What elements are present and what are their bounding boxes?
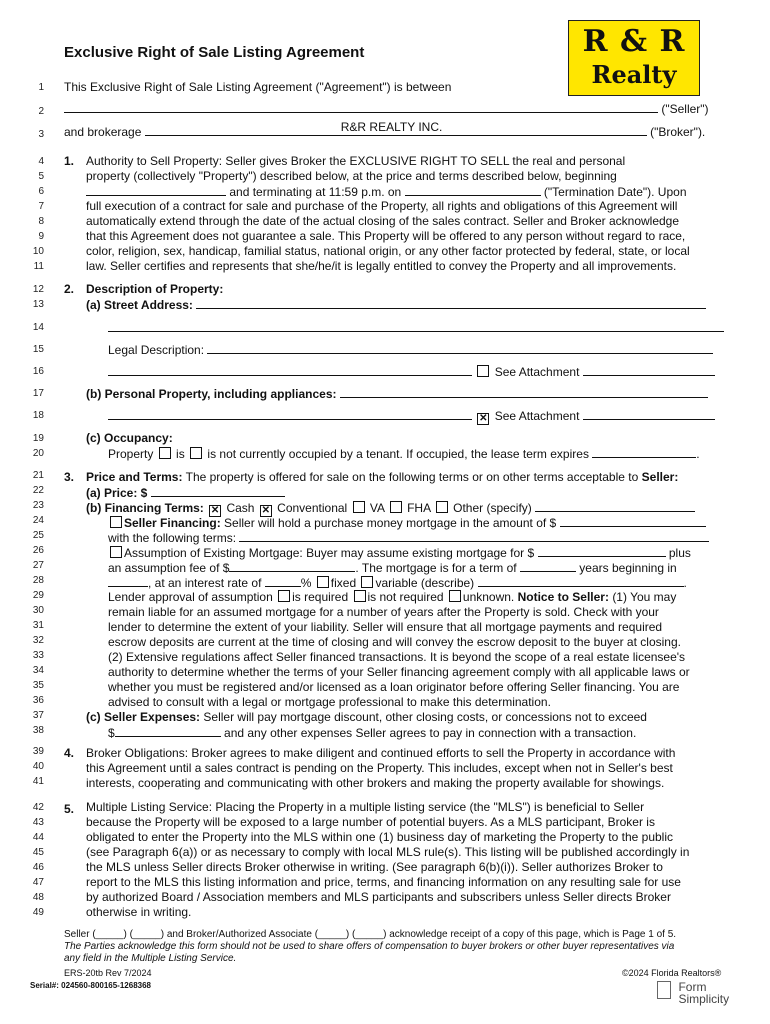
assumption-fee-line bbox=[108, 560, 726, 576]
line-number: 32 bbox=[32, 635, 44, 646]
line-number: 30 bbox=[32, 605, 44, 616]
occupancy-line: Property is is not currently occupied by a tenant. If occupied, the lease term expires . bbox=[108, 447, 700, 461]
personal-property-field[interactable] bbox=[340, 386, 708, 398]
line-number: 4 bbox=[38, 156, 44, 167]
s1-line-5: automatically extend through the date of the actual closing of the sales contract. Seller and Broker acknowledge bbox=[86, 214, 680, 228]
approval-not-required-checkbox[interactable] bbox=[354, 590, 366, 602]
price-label: (a) Price: $ bbox=[86, 486, 148, 500]
section-4-number: 4. bbox=[64, 746, 75, 760]
line-number: 23 bbox=[32, 500, 44, 511]
personal-property-line-2 bbox=[108, 408, 726, 425]
s1-line-3-text: and terminating at 11:59 p.m. on bbox=[229, 185, 402, 199]
s1-line-2: property (collectively "Property") described below, at the price and terms described below, beginning bbox=[86, 169, 617, 183]
seller-financing-label: Seller Financing: bbox=[124, 516, 221, 530]
line-number: 44 bbox=[32, 832, 44, 843]
line-number: 2 bbox=[38, 106, 44, 117]
lease-expiry-field[interactable] bbox=[592, 446, 696, 458]
cash-checkbox[interactable]: ✕ bbox=[210, 505, 220, 516]
s1-line-3-tail: ("Termination Date"). Upon bbox=[543, 185, 687, 199]
occupancy-label: (c) Occupancy: bbox=[86, 431, 173, 445]
s1-line-8: law. Seller certifies and represents that she/he/it is legally entitled to convey the Property and all improvements. bbox=[86, 259, 677, 273]
mortgage-term-field[interactable] bbox=[520, 560, 576, 572]
s4-line-1: Broker Obligations: Broker agrees to make diligent and continued efforts to sell the Property in accordance with bbox=[86, 746, 676, 760]
seller-expenses-text: Seller will pay mortgage discount, other closing costs, or concessions not to exceed bbox=[203, 710, 647, 724]
form-simplicity-logo bbox=[657, 981, 729, 1005]
assumption-amount-field[interactable] bbox=[538, 545, 666, 557]
fixed-checkbox[interactable] bbox=[317, 576, 329, 588]
terms-line bbox=[108, 530, 726, 546]
s5-line-8: otherwise in writing. bbox=[86, 905, 192, 919]
price-line bbox=[86, 485, 726, 501]
brokerage-name-field[interactable] bbox=[145, 120, 647, 136]
line-number: 11 bbox=[33, 261, 44, 272]
approval-unknown-checkbox[interactable] bbox=[449, 590, 461, 602]
assumption-fee-field[interactable] bbox=[229, 560, 355, 572]
other-label: Other (specify) bbox=[453, 501, 532, 515]
va-label: VA bbox=[369, 501, 385, 515]
conventional-checkbox[interactable]: ✕ bbox=[261, 505, 271, 516]
cash-label: Cash bbox=[226, 501, 255, 515]
interest-rate-field[interactable] bbox=[265, 575, 301, 587]
street-address-field-2[interactable] bbox=[108, 320, 724, 332]
s4-line-2: this Agreement until a sales contract is pending on the Property. This includes, except when not in Seller's best bbox=[86, 761, 673, 775]
logo-line-1: R & R bbox=[582, 24, 686, 59]
begin-date-field[interactable] bbox=[86, 184, 226, 196]
s5-line-3: obligated to enter the Property into the MLS within one (1) business day of marketing the Property to the public bbox=[86, 830, 673, 844]
s5-line-6: report to the MLS this listing information and price, terms, and financing information on any resulting sale for use bbox=[86, 875, 681, 889]
other-financing-field[interactable] bbox=[535, 500, 695, 512]
line-number: 49 bbox=[32, 907, 44, 918]
line-number: 15 bbox=[32, 344, 44, 355]
s3-title-rest: The property is offered for sale on the following terms or on other terms acceptable to bbox=[185, 470, 639, 484]
line-number: 14 bbox=[32, 322, 44, 333]
attachment-field-1[interactable] bbox=[583, 364, 715, 376]
line-number: 38 bbox=[32, 725, 44, 736]
terms-field[interactable] bbox=[239, 530, 709, 542]
line-number: 45 bbox=[32, 847, 44, 858]
line-number: 3 bbox=[38, 129, 44, 140]
line-number: 29 bbox=[32, 590, 44, 601]
mortgage-term-text: . The mortgage is for a term of bbox=[355, 561, 517, 575]
seller-line bbox=[64, 101, 724, 117]
occupancy-property-text: Property bbox=[108, 447, 154, 461]
s5-line-5: the MLS unless Seller directs Broker otherwise in writing. (See paragraph 6(b)(i)). Seller authorizes Broker to bbox=[86, 860, 663, 874]
approval-not-required-label: is not required bbox=[367, 590, 444, 604]
line-number: 6 bbox=[38, 186, 44, 197]
terms-label: with the following terms: bbox=[108, 531, 237, 545]
brokerage-value: R&R REALTY INC. bbox=[340, 120, 443, 134]
section-3-number: 3. bbox=[64, 470, 75, 484]
interest-rate-text: , at an interest rate of bbox=[148, 576, 262, 590]
see-attachment-checkbox-2[interactable]: ✕ bbox=[479, 413, 488, 424]
termination-date-field[interactable] bbox=[405, 184, 541, 196]
s1-line-1: Authority to Sell Property: Seller gives Broker the EXCLUSIVE RIGHT TO SELL the real and personal bbox=[86, 154, 626, 168]
line-number: 7 bbox=[38, 201, 44, 212]
street-address-field[interactable] bbox=[196, 297, 706, 309]
assumption-line bbox=[108, 545, 726, 561]
years-beginning-text: years beginning in bbox=[579, 561, 677, 575]
line-number: 35 bbox=[32, 680, 44, 691]
line-number: 31 bbox=[32, 620, 44, 631]
line-number: 13 bbox=[32, 299, 44, 310]
line-number: 40 bbox=[32, 761, 44, 772]
section-2-number: 2. bbox=[64, 282, 75, 296]
conventional-label: Conventional bbox=[277, 501, 348, 515]
occupancy-is-not-checkbox[interactable] bbox=[190, 447, 202, 459]
line-number: 47 bbox=[32, 877, 44, 888]
seller-expenses-text-2: and any other expenses Seller agrees to pay in connection with a transaction. bbox=[224, 726, 637, 740]
notice-line-5: (2) Extensive regulations affect Seller financed transactions. It is beyond the scope of a real estate licensee's bbox=[108, 650, 686, 664]
line-number: 9 bbox=[38, 231, 44, 242]
line-number: 48 bbox=[32, 892, 44, 903]
lender-approval-line bbox=[108, 590, 726, 605]
seller-label: ("Seller") bbox=[661, 102, 709, 116]
fha-checkbox[interactable] bbox=[390, 501, 402, 513]
intro-line-1: This Exclusive Right of Sale Listing Agreement ("Agreement") is between bbox=[64, 80, 452, 94]
occupancy-is-checkbox[interactable] bbox=[159, 447, 171, 459]
fixed-label: fixed bbox=[330, 576, 357, 590]
street-address-label: (a) Street Address: bbox=[86, 298, 193, 312]
occupancy-is-label: is bbox=[176, 447, 185, 461]
document-icon bbox=[657, 981, 671, 999]
attachment-field-2[interactable] bbox=[583, 408, 715, 420]
street-address-line bbox=[86, 297, 726, 313]
legal-description-field-2[interactable] bbox=[108, 364, 472, 376]
legal-description-label: Legal Description: bbox=[108, 343, 205, 357]
approval-required-checkbox[interactable] bbox=[278, 590, 290, 602]
seller-expenses-dollar: $ bbox=[108, 726, 115, 740]
broker-label: ("Broker"). bbox=[650, 125, 706, 139]
line-number: 18 bbox=[32, 410, 44, 421]
section-5-number: 5. bbox=[64, 802, 75, 816]
see-attachment-label-2: See Attachment bbox=[494, 409, 580, 423]
line-number: 41 bbox=[32, 776, 44, 787]
personal-property-line bbox=[86, 386, 726, 402]
mls-notice-line-1: The Parties acknowledge this form should not be used to share offers of compensation to buyer brokers or other buyer representatives via bbox=[64, 941, 675, 952]
line-number: 17 bbox=[32, 388, 44, 399]
occupancy-is-not-label: is not currently occupied by a tenant. If occupied, the lease term expires bbox=[207, 447, 589, 461]
see-attachment-label-1: See Attachment bbox=[494, 365, 580, 379]
line-number: 42 bbox=[32, 802, 44, 813]
seller-financing-amount-field[interactable] bbox=[560, 515, 706, 527]
line-number: 43 bbox=[32, 817, 44, 828]
seller-name-field[interactable] bbox=[64, 101, 658, 113]
line-number: 21 bbox=[32, 470, 44, 481]
seller-expenses-line-2 bbox=[108, 725, 726, 741]
line-number: 16 bbox=[32, 366, 44, 377]
line-number: 22 bbox=[32, 485, 44, 496]
seller-financing-text: Seller will hold a purchase money mortgage in the amount of $ bbox=[224, 516, 557, 530]
form-id: ERS-20tb Rev 7/2024 bbox=[64, 968, 152, 978]
line-number: 10 bbox=[32, 246, 44, 257]
line-number: 5 bbox=[38, 171, 44, 182]
line-number: 28 bbox=[32, 575, 44, 586]
notice-line-3: lender to determine the extent of your liability. Seller will ensure that all mortgage payments and required bbox=[108, 620, 663, 634]
mls-notice-line-2: any field in the Multiple Listing Service. bbox=[64, 953, 237, 964]
seller-expenses-field[interactable] bbox=[115, 725, 221, 737]
approval-required-label: is required bbox=[292, 590, 349, 604]
personal-property-field-2[interactable] bbox=[108, 408, 472, 420]
line-number: 25 bbox=[32, 530, 44, 541]
line-number: 8 bbox=[38, 216, 44, 227]
fha-label: FHA bbox=[407, 501, 431, 515]
copyright: ©2024 Florida Realtors® bbox=[622, 968, 722, 978]
logo-line-2: Realty bbox=[591, 60, 677, 89]
line-number: 39 bbox=[32, 746, 44, 757]
s1-line-7: color, religion, sex, handicap, familial status, national origin, or any other factor protected by federal, state, or local bbox=[86, 244, 690, 258]
s5-line-7: by authorized Board / Association members and MLS participants and subscribers unless Seller directs Broker bbox=[86, 890, 671, 904]
line-number: 37 bbox=[32, 710, 44, 721]
s3-title-line bbox=[86, 470, 726, 485]
s3-seller: Seller: bbox=[641, 470, 679, 484]
assumption-fee-text: an assumption fee of $ bbox=[108, 561, 230, 575]
legal-description-field[interactable] bbox=[207, 342, 713, 354]
line-number: 36 bbox=[32, 695, 44, 706]
personal-property-label: (b) Personal Property, including appliances: bbox=[86, 387, 337, 401]
s4-line-3: interests, cooperating and communicating with other brokers and making the property available for showings. bbox=[86, 776, 665, 790]
s2-title: Description of Property: bbox=[86, 282, 224, 296]
notice-line-2: remain liable for an assumed mortgage for a number of years after the Property is sold. Check with your bbox=[108, 605, 659, 619]
approval-unknown-label: unknown. bbox=[462, 590, 515, 604]
beginning-year-field[interactable] bbox=[108, 575, 148, 587]
seller-financing-line bbox=[108, 515, 726, 531]
line-number: 46 bbox=[32, 862, 44, 873]
brokerage-line bbox=[64, 120, 724, 140]
line-number: 20 bbox=[32, 448, 44, 459]
assumption-plus: plus bbox=[668, 546, 691, 560]
notice-line-4: escrow deposits are current at the time of closing and will convey the escrow deposit to the buyer at closing. bbox=[108, 635, 681, 649]
notice-to-seller-text: (1) You may bbox=[612, 590, 677, 604]
notice-line-6: authority to determine whether the terms of your Seller financing agreement comply with all applicable laws or bbox=[108, 665, 690, 679]
brokerage-prefix: and brokerage bbox=[64, 125, 142, 139]
s3-title: Price and Terms: bbox=[86, 470, 183, 484]
page-title: Exclusive Right of Sale Listing Agreement bbox=[64, 44, 365, 61]
seller-financing-checkbox[interactable] bbox=[110, 516, 122, 528]
assumption-checkbox[interactable] bbox=[110, 546, 122, 558]
lender-approval-text: Lender approval of assumption bbox=[108, 590, 273, 604]
fs-line-2: Simplicity bbox=[678, 992, 730, 1006]
line-number: 24 bbox=[32, 515, 44, 526]
va-checkbox[interactable] bbox=[353, 501, 365, 513]
price-field[interactable] bbox=[151, 485, 285, 497]
notice-line-8: advised to consult with a legal or mortgage professional to make this determination. bbox=[108, 695, 551, 709]
see-attachment-checkbox-1[interactable] bbox=[477, 365, 489, 377]
legal-description-line-2 bbox=[108, 364, 726, 380]
form-simplicity-text bbox=[678, 981, 729, 1005]
line-number: 34 bbox=[32, 665, 44, 676]
fs-line-1: Form bbox=[678, 980, 707, 994]
section-1-number: 1. bbox=[64, 154, 75, 168]
line-number: 26 bbox=[32, 545, 44, 556]
variable-checkbox[interactable] bbox=[361, 576, 373, 588]
assumption-text: Assumption of Existing Mortgage: Buyer may assume existing mortgage for $ bbox=[124, 546, 535, 560]
interest-rate-line: , at an interest rate of % fixed variable (describe) . bbox=[108, 575, 726, 591]
serial-number: Serial#: 024560-800165-1268368 bbox=[30, 981, 151, 990]
line-number: 19 bbox=[32, 433, 44, 444]
variable-label: variable (describe) bbox=[375, 576, 475, 590]
s1-line-4: full execution of a contract for sale and purchase of the Property, all rights and obligations of this Agreement will bbox=[86, 199, 678, 213]
seller-expenses-line bbox=[86, 710, 726, 725]
s5-line-2: because the Property will be exposed to a large number of potential buyers. As a MLS participant, Broker is bbox=[86, 815, 655, 829]
legal-description-line bbox=[108, 342, 726, 358]
notice-line-7: whether you must be registered and/or licensed as a loan originator before offering Seller financing. You are bbox=[108, 680, 680, 694]
notice-to-seller-label: Notice to Seller: bbox=[517, 590, 609, 604]
line-number: 33 bbox=[32, 650, 44, 661]
s1-line-6: that this Agreement does not guarantee a sale. This Property will be offered to any person without regard to race, bbox=[86, 229, 686, 243]
variable-describe-field[interactable] bbox=[478, 575, 684, 587]
street-address-line-2 bbox=[108, 320, 726, 336]
percent-sign: % bbox=[300, 576, 312, 590]
other-checkbox[interactable] bbox=[436, 501, 448, 513]
line-number: 12 bbox=[32, 284, 44, 295]
s5-line-1: Multiple Listing Service: Placing the Property in a multiple listing service (the "MLS") is beneficial to Seller bbox=[86, 800, 645, 814]
s1-line-3 bbox=[86, 184, 726, 200]
financing-label: (b) Financing Terms: bbox=[86, 501, 204, 515]
acknowledgment-line: Seller (_____) (_____) and Broker/Authorized Associate (_____) (_____) acknowledge receipt of a copy of this page, which is Page 1 of 5. bbox=[64, 929, 677, 940]
line-number: 27 bbox=[32, 560, 44, 571]
seller-expenses-label: (c) Seller Expenses: bbox=[86, 710, 201, 724]
s5-line-4: (see Paragraph 6(a)) or as necessary to comply with local MLS rule(s). This listing will be published accordingly in bbox=[86, 845, 690, 859]
line-number: 1 bbox=[38, 82, 44, 93]
